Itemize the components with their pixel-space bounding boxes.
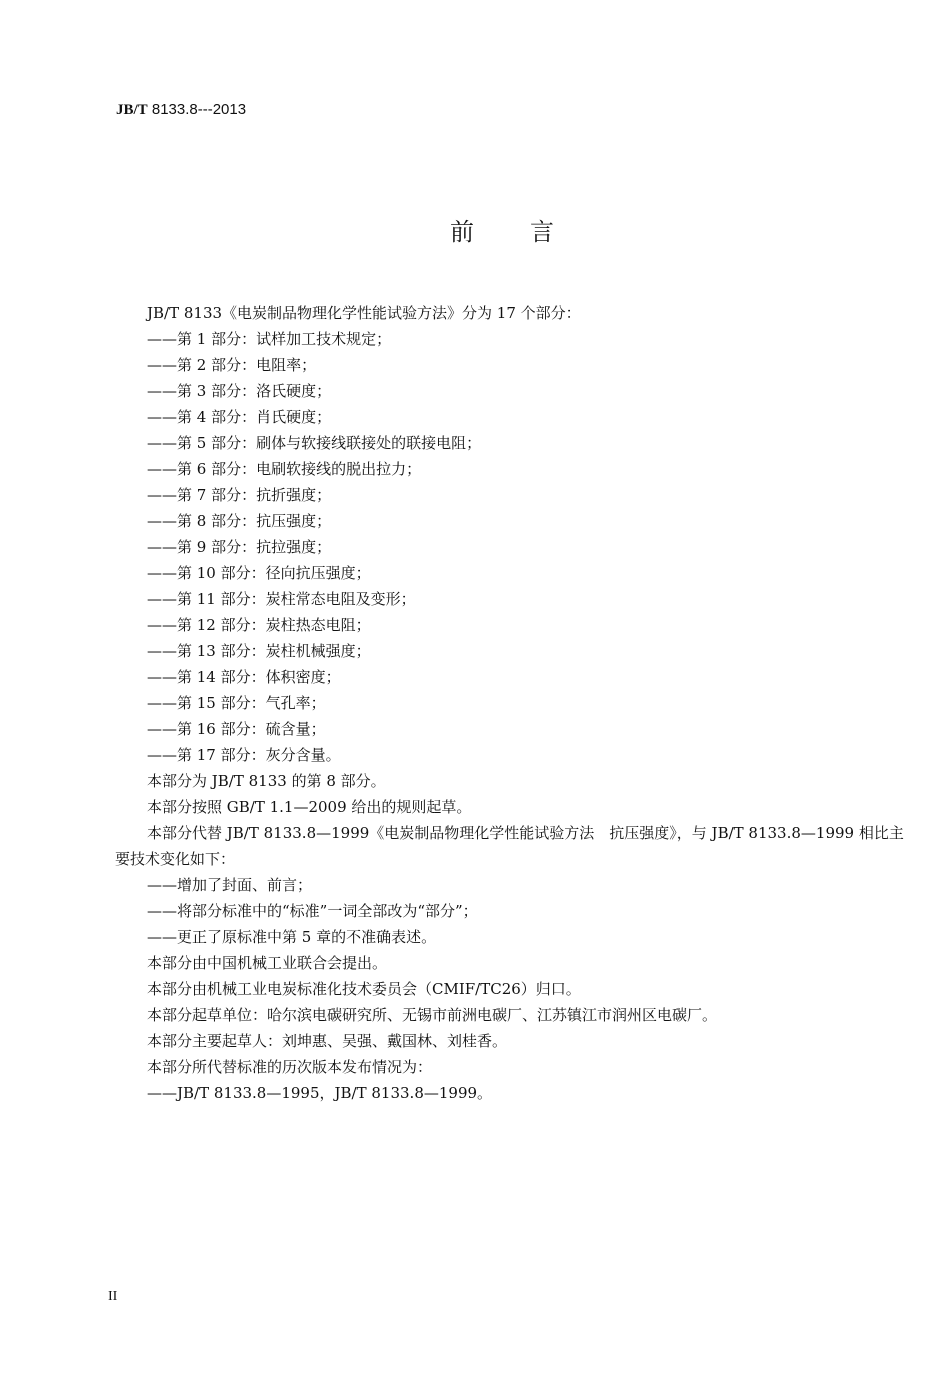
- list-item: ——第 5 部分：刷体与软接线联接处的联接电阻；: [147, 434, 482, 452]
- page-title: [450, 212, 554, 247]
- list-item: ——第 6 部分：电刷软接线的脱出拉力；: [147, 460, 422, 478]
- title-char-1: 前: [450, 218, 474, 246]
- change-item: ——增加了封面、前言；: [147, 876, 313, 894]
- list-item: ——第 14 部分：体积密度；: [147, 668, 341, 686]
- history-intro: 本部分所代替标准的历次版本发布情况为：: [147, 1058, 433, 1076]
- drafting-rules-statement: 本部分按照 GB/T 1.1—2009 给出的规则起草。: [147, 798, 472, 816]
- change-item: ——更正了原标准中第 5 章的不准确表述。: [147, 928, 437, 946]
- list-item: ——第 9 部分：抗拉强度；: [147, 538, 332, 556]
- foreword-body: [115, 300, 905, 1106]
- intro-paragraph: JB/T 8133《电炭制品物理化学性能试验方法》分为 17 个部分：: [147, 304, 581, 322]
- list-item: ——第 8 部分：抗压强度；: [147, 512, 332, 530]
- drafting-units-statement: 本部分起草单位：哈尔滨电碳研究所、无锡市前洲电碳厂、江苏镇江市润州区电碳厂。: [147, 1006, 718, 1024]
- list-item: ——第 1 部分：试样加工技术规定；: [147, 330, 392, 348]
- list-item: ——第 15 部分：气孔率；: [147, 694, 326, 712]
- list-item: ——第 17 部分：灰分含量。: [147, 746, 341, 764]
- list-item: ——第 12 部分：炭柱热态电阻；: [147, 616, 371, 634]
- list-item: ——第 3 部分：洛氏硬度；: [147, 382, 332, 400]
- list-item: ——第 4 部分：肖氏硬度；: [147, 408, 332, 426]
- document-header: [116, 101, 246, 119]
- list-item: ——第 10 部分：径向抗压强度；: [147, 564, 371, 582]
- change-item: ——将部分标准中的“标准”一词全部改为“部分”；: [147, 902, 478, 920]
- title-char-2: 言: [530, 218, 554, 246]
- proposed-by-statement: 本部分由中国机械工业联合会提出。: [147, 954, 388, 972]
- drafters-statement: 本部分主要起草人：刘坤惠、吴强、戴国林、刘桂香。: [147, 1032, 508, 1050]
- list-item: ——第 13 部分：炭柱机械强度；: [147, 642, 371, 660]
- page-number: II: [108, 1289, 118, 1304]
- standard-code: 8133.8---2013: [147, 101, 247, 118]
- standard-prefix: JB/T: [116, 102, 148, 118]
- list-item: ——第 2 部分：电阻率；: [147, 356, 317, 374]
- list-item: ——第 16 部分：硫含量；: [147, 720, 326, 738]
- parts-list: [115, 326, 905, 768]
- replaces-statement: 本部分代替 JB/T 8133.8—1999《电炭制品物理化学性能试验方法 抗压强度》，与 JB/T 8133.8—1999 相比主要技术变化如下：: [115, 824, 904, 868]
- list-item: ——第 7 部分：抗折强度；: [147, 486, 332, 504]
- managed-by-statement: 本部分由机械工业电炭标准化技术委员会（CMIF/TC26）归口。: [147, 980, 581, 998]
- list-item: ——第 11 部分：炭柱常态电阻及变形；: [147, 590, 416, 608]
- part-of-statement: 本部分为 JB/T 8133 的第 8 部分。: [147, 772, 386, 790]
- history-item: ——JB/T 8133.8—1995，JB/T 8133.8—1999。: [147, 1084, 493, 1102]
